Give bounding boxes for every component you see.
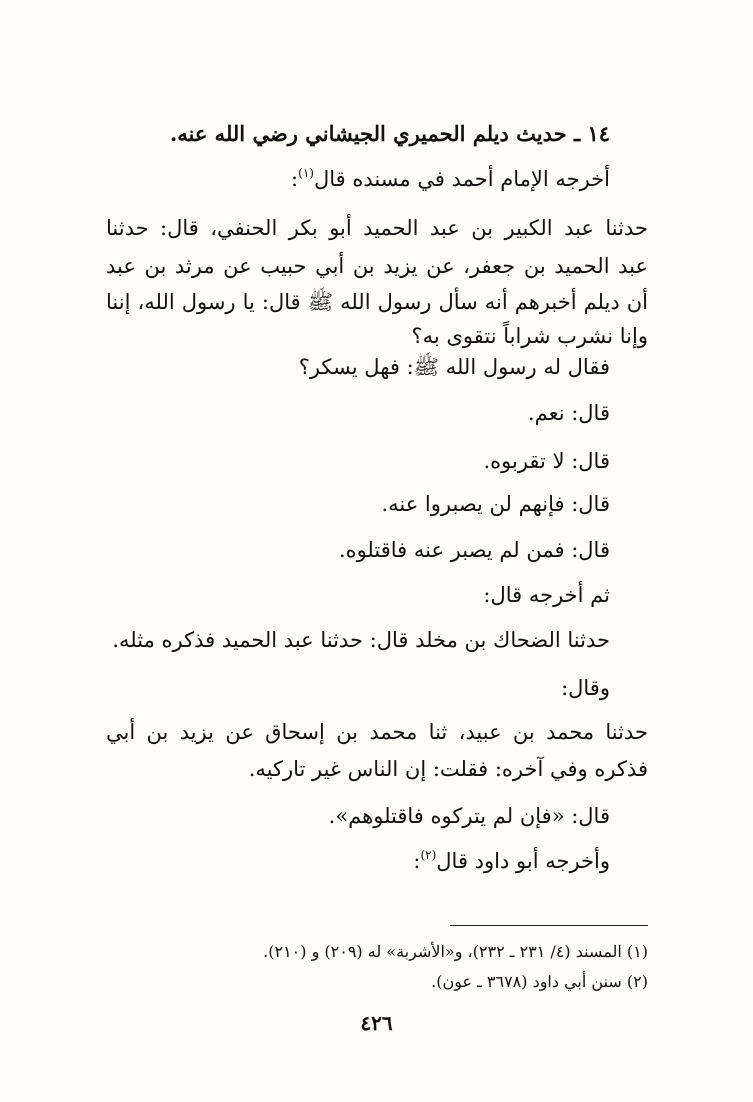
dialogue-line-3: قال: لا تقربوه. bbox=[483, 449, 610, 473]
isnad-line-2: عبد الحميد بن جعفر، عن يزيد بن أبي حبيب عن مرثد بن عبد bbox=[106, 254, 648, 278]
dialogue-line-2: قال: نعم. bbox=[527, 401, 610, 425]
dialogue-line-4: قال: فإنهم لن يصبروا عنه. bbox=[381, 492, 610, 516]
abu-dawud-text: وأخرجه أبو داود قال bbox=[436, 849, 610, 873]
isnad-line-1: حدثنا عبد الكبير بن عبد الحميد أبو بكر الحنفي، قال: حدثنا bbox=[106, 216, 648, 240]
footnote-divider bbox=[450, 925, 648, 926]
hadith-heading: ١٤ ـ حديث ديلم الحميري الجيشاني رضي الله عنه. bbox=[169, 121, 610, 146]
dialogue-line-8: وقال: bbox=[561, 676, 610, 700]
dialogue-line-7: حدثنا الضحاك بن مخلد قال: حدثنا عبد الحميد فذكره مثله. bbox=[112, 628, 610, 652]
isnad-line-3: أن ديلم أخبرهم أنه سأل رسول الله ﷺ قال: يا رسول الله، إننا bbox=[106, 290, 648, 314]
intro-line bbox=[291, 164, 610, 194]
intro-text: أخرجه الإمام أحمد في مسنده قال bbox=[313, 167, 610, 191]
isnad-line-4: وإنا نشرب شراباً نتقوى به؟ bbox=[411, 324, 648, 348]
footnote-ref-1[interactable]: (١) bbox=[298, 166, 314, 180]
second-chain-line-1: حدثنا محمد بن عبيد، ثنا محمد بن إسحاق عن يزيد بن أبي bbox=[106, 720, 648, 744]
footnote-ref-2[interactable]: (٢) bbox=[420, 848, 437, 862]
intro-colon: : bbox=[291, 167, 299, 191]
footnote-1: (١) المسند (٤/ ٢٣١ ـ ٢٣٢)، و«الأشربة» له (٢٠٩) و (٢١٠). bbox=[263, 942, 648, 961]
dialogue-line-1: فقال له رسول الله ﷺ: فهل يسكر؟ bbox=[298, 355, 610, 379]
abu-dawud-colon: : bbox=[413, 849, 421, 873]
dialogue-line-5: قال: فمن لم يصبر عنه فاقتلوه. bbox=[338, 538, 610, 562]
second-chain-line-2: فذكره وفي آخره: فقلت: إن الناس غير تاركيه. bbox=[248, 757, 648, 781]
footnote-2: (٢) سنن أبي داود (٣٦٧٨ ـ عون). bbox=[431, 972, 648, 991]
dialogue-line-6: ثم أخرجه قال: bbox=[483, 583, 610, 607]
abu-dawud-line bbox=[413, 846, 610, 876]
closing-line: قال: «فإن لم يتركوه فاقتلوهم». bbox=[328, 804, 610, 828]
page-number: ٤٢٦ bbox=[360, 1011, 393, 1035]
